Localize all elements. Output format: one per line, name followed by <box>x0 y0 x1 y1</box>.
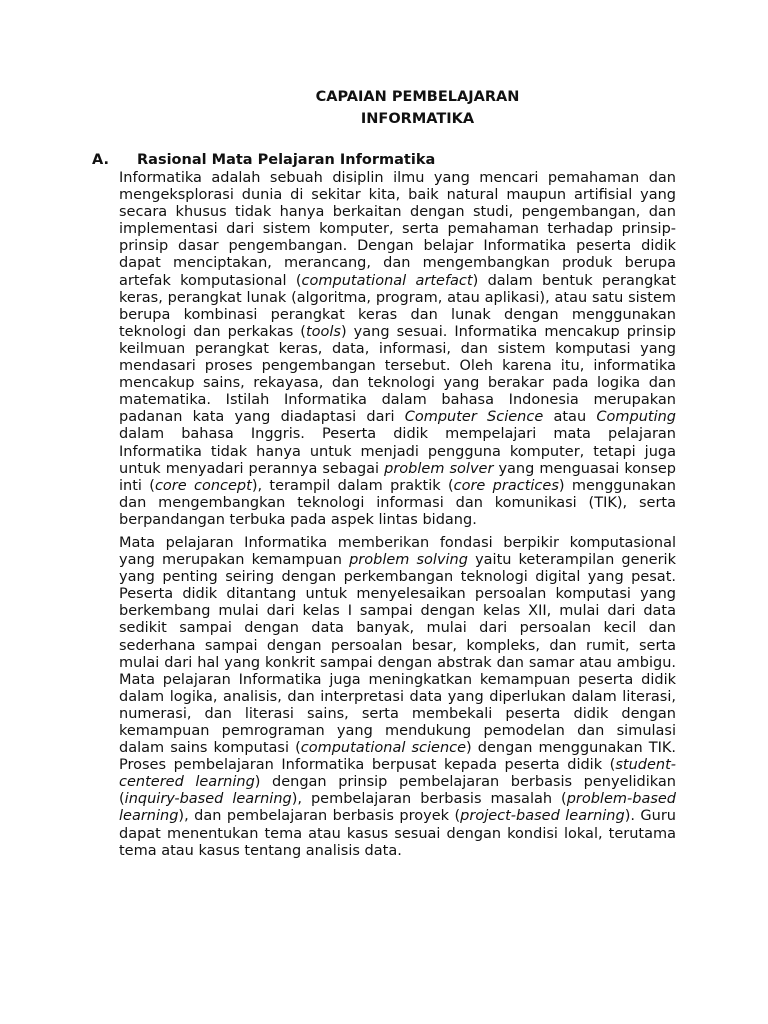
text-run: ), terampil dalam praktik ( <box>251 477 454 494</box>
italic-term: computational artefact <box>301 272 473 289</box>
italic-term: computational science <box>300 740 467 757</box>
section-title: Rasional Mata Pelajaran Informatika <box>137 152 436 168</box>
italic-term: core concept <box>154 477 252 494</box>
text-run: ) dengan menggunakan TIK. Proses pembelajaran Informatika berpusat kepada peserta didik ( <box>119 740 676 774</box>
italic-term: Computer Science <box>404 409 544 426</box>
text-run: ). Guru dapat menentukan tema atau kasus sesuai dengan kondisi lokal, terutama tema atau kasus tentang analisis data. <box>119 808 677 859</box>
text-run: ) menggunakan dan mengembangkan teknologi informasi dan komunikasi (TIK), serta berpandangan terbuka pada aspek lintas bidang. <box>119 477 676 528</box>
text-run: atau <box>543 409 597 426</box>
body-text <box>119 170 676 860</box>
italic-term: tools <box>305 323 341 340</box>
title-line-2: INFORMATIKA <box>360 111 475 127</box>
section-letter: A. <box>92 152 109 168</box>
italic-term: student-centered learning <box>119 757 676 791</box>
paragraph <box>119 170 676 529</box>
paragraph <box>119 535 676 860</box>
text-run: ) dengan prinsip pembelajaran berbasis penyelidikan ( <box>119 774 676 808</box>
text-run: ), dan pembelajaran berbasis proyek ( <box>178 808 461 825</box>
text-run: yang menguasai konsep inti ( <box>119 460 677 494</box>
text-run: Informatika adalah sebuah disiplin ilmu yang mencari pemahaman dan mengeksplorasi dunia di sekitar kita, baik natural maupun artifisial yang secara khusus tidak hanya berkaitan dengan studi, pengembangan, dan implementasi dari sistem komputer, serta pemahaman terhadap prinsip-prinsip dasar pengembangan. Dengan belajar Informatika peserta didik dapat menciptakan, merancang, dan mengembangkan produk berupa artefak komputasional ( <box>119 170 676 289</box>
text-run: Mata pelajaran Informatika memberikan fondasi berpikir komputasional yang merupakan kemampuan <box>119 534 676 569</box>
italic-term: problem-based learning <box>119 791 677 825</box>
text-run: ) dalam bentuk perangkat keras, perangkat lunak (algoritma, program, atau aplikasi), atau satu sistem berupa kombinasi perangkat keras dan lunak dengan menggunakan teknologi dan perkakas ( <box>119 272 676 340</box>
text-run: yaitu keterampilan generik yang penting seiring dengan perkembangan teknologi digital yang pesat. Peserta didik ditantang untuk menyelesaikan persoalan komputasi yang berkembang mulai dari kelas I sampai dengan kelas XII, mulai dari data sedikit sampai dengan data banyak, mulai dari persoalan kecil dan sederhana sampai dengan persoalan besar, kompleks, dan rumit, serta mulai dari hal yang konkrit sampai dengan abstrak dan samar atau ambigu. Mata pelajaran Informatika juga meningkatkan kemampuan peserta didik dalam logika, analisis, dan interpretasi data yang diperlukan dalam literasi, numerasi, dan literasi sains, serta membekali peserta didik dengan kemampuan pemrograman yang mendukung pemodelan dan simulasi dalam sains komputasi ( <box>119 552 676 757</box>
italic-term: problem solving <box>349 552 468 569</box>
italic-term: project-based learning <box>460 808 625 825</box>
document-title <box>159 86 676 130</box>
italic-term: core practices <box>453 477 559 494</box>
text-run: ) yang sesuai. Informatika mencakup prinsip keilmuan perangkat keras, data, informasi, dan sistem komputasi yang mendasari proses pengembangan tersebut. Oleh karena itu, informatika mencakup sains, rekayasa, dan teknologi yang berakar pada logika dan matematika. Istilah Informatika dalam bahasa Indonesia merupakan padanan kata yang diadaptasi dari <box>119 323 676 426</box>
italic-term: Computing <box>596 409 676 426</box>
title-line-1: CAPAIAN PEMBELAJARAN <box>315 89 520 105</box>
italic-term: inquiry-based learning <box>124 791 292 808</box>
section-heading <box>92 150 676 170</box>
text-run: dalam bahasa Inggris. Peserta didik mempelajari mata pelajaran Informatika tidak hanya untuk menjadi pengguna komputer, tetapi juga untuk menyadari perannya sebagai <box>119 426 676 477</box>
text-run: ), pembelajaran berbasis masalah ( <box>291 791 567 808</box>
italic-term: problem solver <box>384 460 494 477</box>
